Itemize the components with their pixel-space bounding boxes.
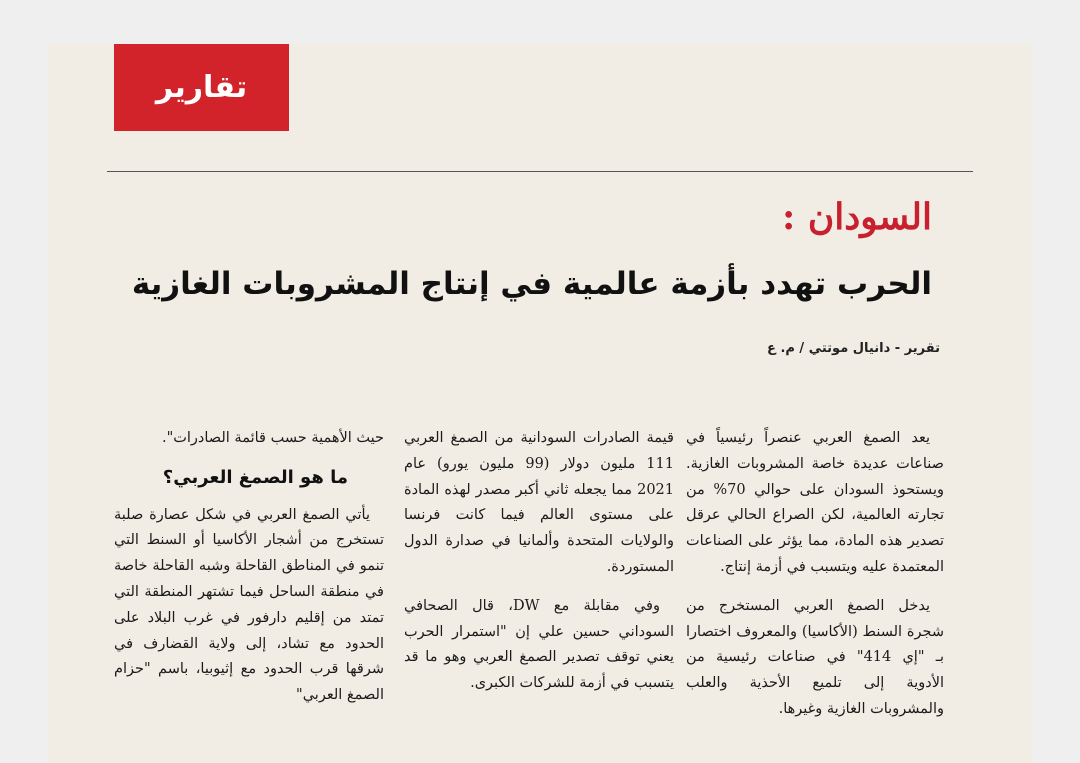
magazine-page (48, 44, 1032, 763)
section-label: تقارير (114, 44, 289, 131)
headline: الحرب تهدد بأزمة عالمية في إنتاج المشروبات الغازية (131, 266, 932, 302)
kicker: السودان : (782, 196, 932, 238)
divider-rule (107, 171, 973, 172)
paragraph: يأتي الصمغ العربي في شكل عصارة صلبة تستخرج من أشجار الأكاسيا أو السنط التي تنمو في المناطق القاحلة وشبه القاحلة خاصة في منطقة الساحل فيما تشتهر المنطقة التي تمتد من إقليم دارفور في غرب البلاد على الحدود مع تشاد، إلى ولاية القضارف في شرقها قرب الحدود مع إثيوبيا، باسم "حزام الصمغ العربي" (114, 506, 384, 704)
column-left (114, 426, 384, 722)
paragraph: يعد الصمغ العربي عنصراً رئيسياً في صناعات عديدة خاصة المشروبات الغازية. ويستحوذ السودان على حوالي 70% من تجارته العالمية، لكن الصراع الحالي عرقل تصدير هذه المادة، مما يؤثر على الصناعات المعتمدة عليه ويتسبب في أزمة إنتاج. (686, 430, 944, 575)
paragraph: يدخل الصمغ العربي المستخرج من شجرة السنط (الأكاسيا) والمعروف اختصارا بـ "إي 414" في صناعات رئيسية من الأدوية إلى تلميع الأحذية والعلب والمشروبات الغازية وغيرها. (686, 597, 944, 717)
column-right (686, 426, 944, 736)
paragraph: حيث الأهمية حسب قائمة الصادرات". (161, 430, 384, 446)
subheading: ما هو الصمغ العربي؟ (162, 466, 348, 488)
paragraph: قيمة الصادرات السودانية من الصمغ العربي 111 مليون دولار (99 مليون يورو) عام 2021 مما يجعله ثاني أكبر مصدر لهذه المادة على مستوى العالم فيما كانت فرنسا والولايات المتحدة وألمانيا في صدارة الدول المستوردة. (404, 430, 674, 575)
paragraph: وفي مقابلة مع DW، قال الصحافي السوداني حسين علي إن "استمرار الحرب يعني توقف تصدير الصمغ العربي وهو ما قد يتسبب في أزمة للشركات الكبرى. (404, 597, 674, 692)
byline: تقرير - دانيال موتتي / م. ع (767, 341, 940, 356)
column-middle (404, 426, 674, 710)
